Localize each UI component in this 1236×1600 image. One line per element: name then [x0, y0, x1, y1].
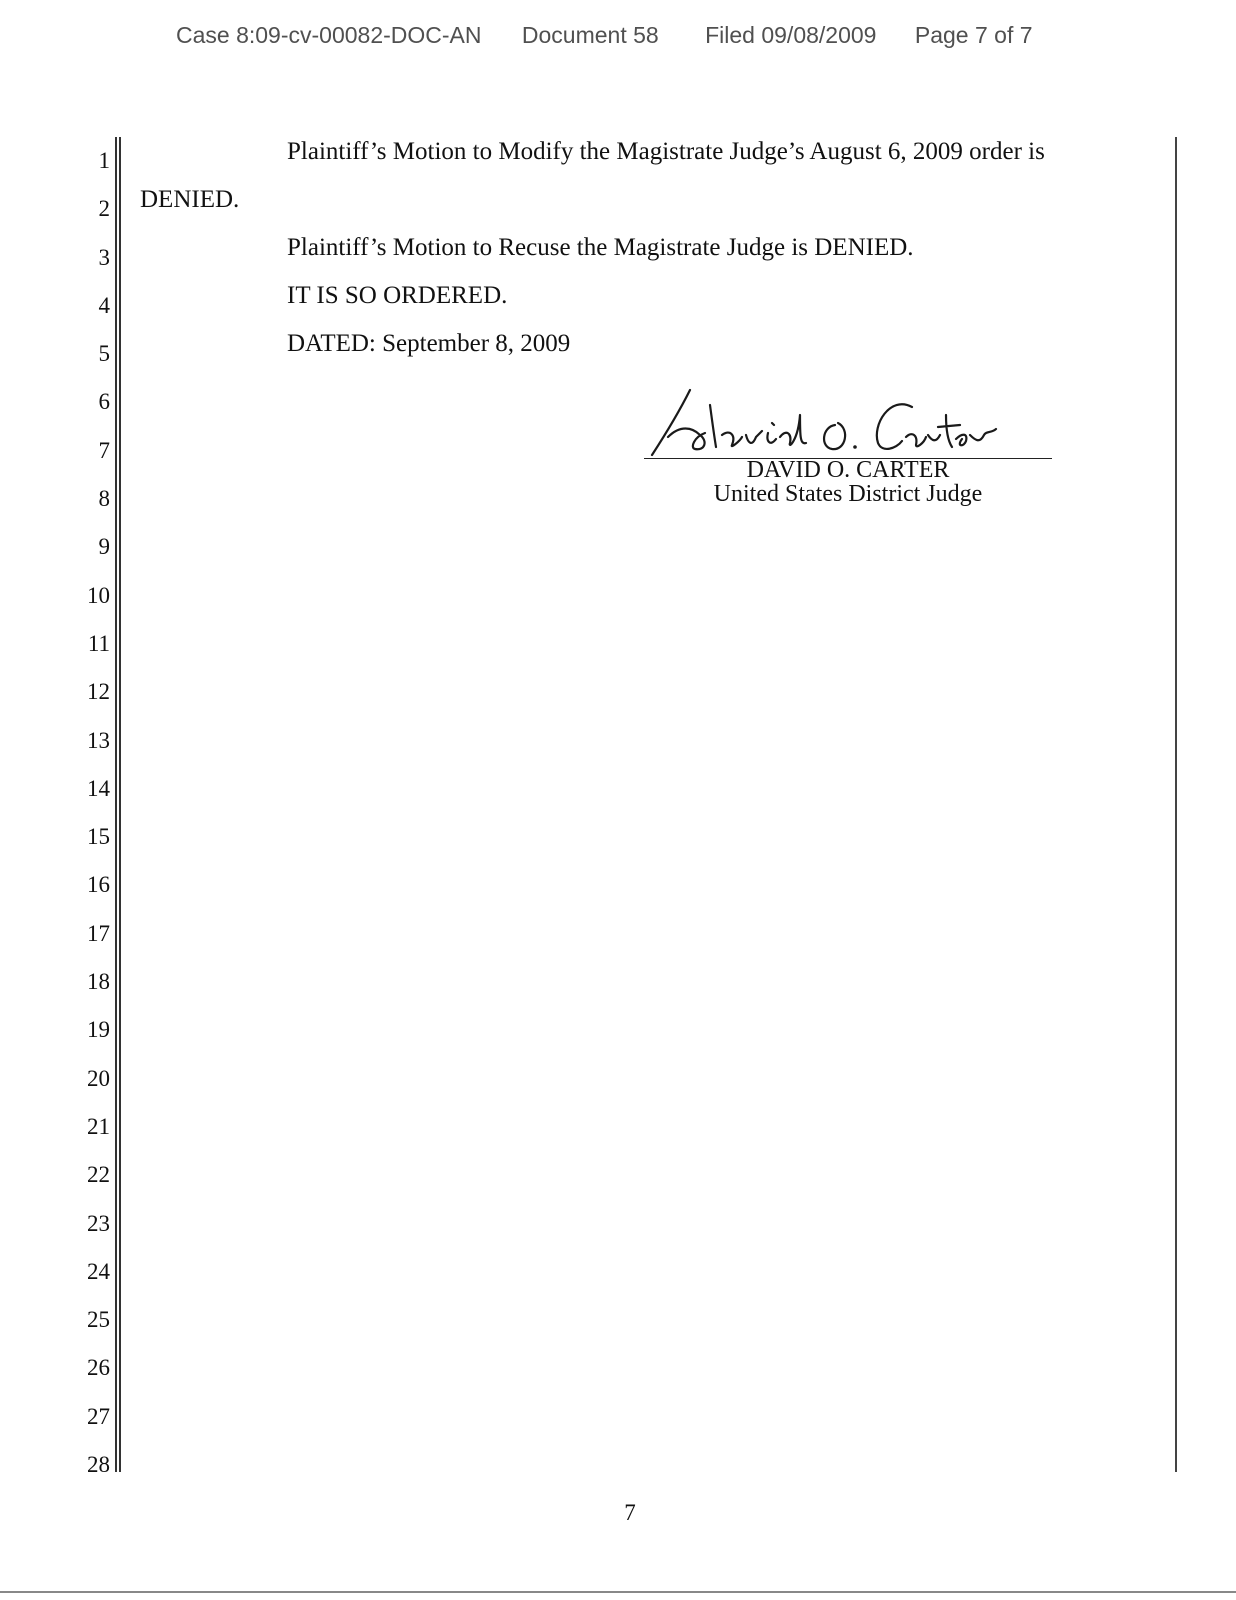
dated-line: DATED: September 8, 2009 [287, 330, 571, 357]
line-number: 14 [87, 775, 110, 801]
judge-title: United States District Judge [713, 481, 983, 507]
line-number: 20 [87, 1065, 110, 1091]
document-number: Document 58 [521, 22, 659, 48]
line-number: 16 [87, 872, 110, 898]
line-number: 26 [87, 1355, 110, 1381]
order-line-recuse: Plaintiff’s Motion to Recuse the Magistrate Judge is DENIED. [287, 234, 914, 261]
line-number: 25 [87, 1307, 110, 1333]
line-number: 7 [98, 437, 110, 463]
line-number: 21 [87, 1113, 110, 1139]
line-number: 27 [87, 1403, 110, 1429]
line-number: 8 [98, 486, 110, 512]
line-number: 2 [98, 196, 110, 222]
case-number: Case 8:09-cv-00082-DOC-AN [176, 22, 482, 48]
line-number: 5 [98, 341, 110, 367]
case-header [176, 22, 1033, 49]
line-number: 23 [87, 1210, 110, 1236]
line-number: 18 [87, 969, 110, 995]
filed-date: Filed 09/08/2009 [705, 22, 877, 48]
line-number: 9 [98, 534, 110, 560]
line-number: 6 [98, 389, 110, 415]
judge-name: DAVID O. CARTER [746, 457, 950, 483]
order-line-modify: Plaintiff’s Motion to Modify the Magistrate Judge’s August 6, 2009 order is [287, 138, 1045, 165]
line-number: 17 [87, 920, 110, 946]
line-number: 24 [87, 1258, 110, 1284]
line-number: 15 [87, 824, 110, 850]
order-line-denied: DENIED. [140, 186, 240, 213]
line-number: 3 [98, 244, 110, 270]
line-number: 19 [87, 1017, 110, 1043]
line-number: 1 [98, 148, 110, 173]
left-margin-rule [115, 137, 117, 1472]
bottom-rule [0, 1591, 1236, 1593]
pleading-line-numbers [60, 137, 110, 1489]
line-number: 11 [87, 630, 110, 656]
line-number: 4 [98, 292, 110, 318]
line-number: 22 [87, 1162, 110, 1188]
line-number: 10 [87, 582, 110, 608]
judge-signature [650, 385, 1060, 465]
line-number: 13 [87, 727, 110, 753]
page-number: 7 [624, 1500, 636, 1525]
page-count: Page 7 of 7 [914, 22, 1033, 48]
so-ordered: IT IS SO ORDERED. [287, 282, 508, 309]
line-number: 28 [87, 1452, 110, 1478]
left-margin-rule-inner [119, 137, 121, 1472]
right-margin-rule [1175, 137, 1177, 1472]
line-number: 12 [87, 679, 110, 705]
